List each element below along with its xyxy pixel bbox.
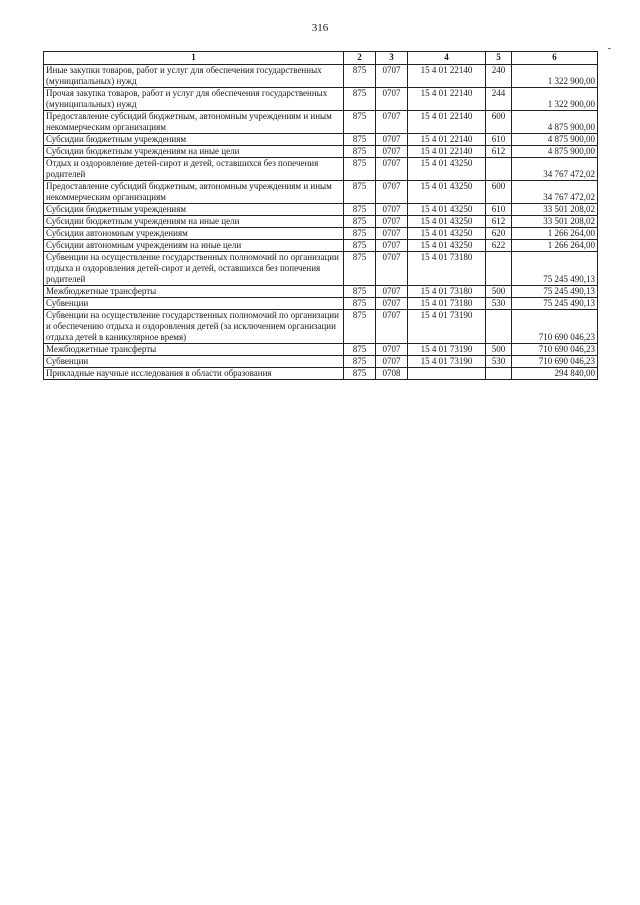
page-number: 316: [311, 22, 329, 34]
cell-target-article: 15 4 01 22140: [408, 111, 486, 134]
cell-section-code: 0707: [376, 298, 408, 310]
cell-target-article: 15 4 01 73180: [408, 286, 486, 298]
cell-amount: 33 501 208,02: [512, 216, 598, 228]
cell-expense-type: 612: [486, 146, 512, 158]
cell-section-code: 0707: [376, 216, 408, 228]
table-row: [44, 204, 598, 216]
table-row: [44, 298, 598, 310]
cell-target-article: 15 4 01 43250: [408, 158, 486, 181]
table-row: [44, 356, 598, 368]
cell-target-article: 15 4 01 22140: [408, 134, 486, 146]
cell-expense-type: 240: [486, 65, 512, 88]
cell-ministry-code: 875: [344, 228, 376, 240]
scan-mark: [608, 48, 611, 49]
cell-target-article: 15 4 01 43250: [408, 240, 486, 252]
cell-section-code: 0707: [376, 158, 408, 181]
cell-target-article: 15 4 01 73190: [408, 310, 486, 344]
cell-target-article: 15 4 01 43250: [408, 181, 486, 204]
cell-description: Субсидии бюджетным учреждениям на иные цели: [44, 216, 344, 228]
cell-expense-type: [486, 368, 512, 380]
cell-expense-type: 610: [486, 204, 512, 216]
cell-amount: 1 322 900,00: [512, 65, 598, 88]
cell-description: Прочая закупка товаров, работ и услуг для обеспечения государственных (муниципальных) нужд: [44, 88, 344, 111]
cell-ministry-code: 875: [344, 286, 376, 298]
cell-description: Субвенции на осуществление государственных полномочий по организации отдыха и оздоровления детей-сирот и детей, оставшихся без попечения родителей: [44, 252, 344, 286]
cell-section-code: 0707: [376, 286, 408, 298]
table-row: [44, 88, 598, 111]
cell-section-code: 0707: [376, 65, 408, 88]
cell-section-code: 0707: [376, 134, 408, 146]
cell-amount: 710 690 046,23: [512, 310, 598, 344]
cell-ministry-code: 875: [344, 181, 376, 204]
cell-description: Субвенции на осуществление государственных полномочий по организации и обеспечению отдыха и оздоровления детей (за исключением организации отдыха детей в каникулярное время): [44, 310, 344, 344]
cell-description: Субсидии автономным учреждениям на иные цели: [44, 240, 344, 252]
cell-section-code: 0708: [376, 368, 408, 380]
cell-ministry-code: 875: [344, 204, 376, 216]
cell-amount: 33 501 208,02: [512, 204, 598, 216]
cell-description: Предоставление субсидий бюджетным, автономным учреждениям и иным некоммерческим организациям: [44, 181, 344, 204]
table-row: [44, 368, 598, 380]
cell-target-article: [408, 368, 486, 380]
cell-amount: 4 875 900,00: [512, 146, 598, 158]
cell-ministry-code: 875: [344, 368, 376, 380]
header-col-1: 1: [44, 52, 344, 65]
table-row: [44, 158, 598, 181]
table-row: [44, 228, 598, 240]
cell-amount: 75 245 490,13: [512, 286, 598, 298]
cell-expense-type: 530: [486, 298, 512, 310]
cell-expense-type: 600: [486, 181, 512, 204]
cell-description: Субсидии автономным учреждениям: [44, 228, 344, 240]
cell-ministry-code: 875: [344, 252, 376, 286]
table-row: [44, 240, 598, 252]
cell-ministry-code: 875: [344, 356, 376, 368]
cell-description: Субсидии бюджетным учреждениям: [44, 134, 344, 146]
cell-section-code: 0707: [376, 204, 408, 216]
cell-amount: 1 266 264,00: [512, 228, 598, 240]
cell-ministry-code: 875: [344, 146, 376, 158]
cell-section-code: 0707: [376, 240, 408, 252]
cell-section-code: 0707: [376, 111, 408, 134]
cell-description: Межбюджетные трансферты: [44, 344, 344, 356]
table-row: [44, 310, 598, 344]
cell-ministry-code: 875: [344, 216, 376, 228]
header-col-4: 4: [408, 52, 486, 65]
cell-description: Субсидии бюджетным учреждениям на иные цели: [44, 146, 344, 158]
cell-amount: 294 840,00: [512, 368, 598, 380]
cell-section-code: 0707: [376, 228, 408, 240]
cell-section-code: 0707: [376, 356, 408, 368]
cell-description: Субвенции: [44, 298, 344, 310]
cell-expense-type: 530: [486, 356, 512, 368]
cell-amount: 710 690 046,23: [512, 356, 598, 368]
budget-table: [43, 51, 598, 380]
table-row: [44, 65, 598, 88]
cell-ministry-code: 875: [344, 134, 376, 146]
table-row: [44, 286, 598, 298]
table-row: [44, 134, 598, 146]
cell-description: Предоставление субсидий бюджетным, автономным учреждениям и иным некоммерческим организациям: [44, 111, 344, 134]
cell-amount: 4 875 900,00: [512, 134, 598, 146]
cell-target-article: 15 4 01 43250: [408, 216, 486, 228]
cell-section-code: 0707: [376, 344, 408, 356]
cell-expense-type: 244: [486, 88, 512, 111]
cell-description: Прикладные научные исследования в области образования: [44, 368, 344, 380]
table-row: [44, 181, 598, 204]
cell-section-code: 0707: [376, 252, 408, 286]
cell-expense-type: 500: [486, 286, 512, 298]
cell-ministry-code: 875: [344, 65, 376, 88]
cell-expense-type: 500: [486, 344, 512, 356]
cell-expense-type: 610: [486, 134, 512, 146]
cell-expense-type: [486, 310, 512, 344]
cell-target-article: 15 4 01 43250: [408, 228, 486, 240]
cell-target-article: 15 4 01 73190: [408, 344, 486, 356]
cell-amount: 75 245 490,13: [512, 252, 598, 286]
cell-section-code: 0707: [376, 146, 408, 158]
cell-ministry-code: 875: [344, 240, 376, 252]
cell-ministry-code: 875: [344, 310, 376, 344]
cell-section-code: 0707: [376, 181, 408, 204]
cell-amount: 1 266 264,00: [512, 240, 598, 252]
cell-ministry-code: 875: [344, 344, 376, 356]
cell-amount: 1 322 900,00: [512, 88, 598, 111]
cell-amount: 75 245 490,13: [512, 298, 598, 310]
cell-amount: 710 690 046,23: [512, 344, 598, 356]
table-row: [44, 252, 598, 286]
cell-target-article: 15 4 01 22140: [408, 88, 486, 111]
cell-description: Субсидии бюджетным учреждениям: [44, 204, 344, 216]
cell-expense-type: 612: [486, 216, 512, 228]
cell-description: Субвенции: [44, 356, 344, 368]
cell-expense-type: [486, 158, 512, 181]
cell-description: Межбюджетные трансферты: [44, 286, 344, 298]
table-body: [44, 65, 598, 380]
table-row: [44, 216, 598, 228]
cell-expense-type: 622: [486, 240, 512, 252]
table-row: [44, 344, 598, 356]
cell-section-code: 0707: [376, 310, 408, 344]
cell-target-article: 15 4 01 22140: [408, 146, 486, 158]
cell-description: Отдых и оздоровление детей-сирот и детей, оставшихся без попечения родителей: [44, 158, 344, 181]
cell-expense-type: 620: [486, 228, 512, 240]
cell-amount: 34 767 472,02: [512, 158, 598, 181]
cell-target-article: 15 4 01 73180: [408, 252, 486, 286]
cell-ministry-code: 875: [344, 298, 376, 310]
cell-description: Иные закупки товаров, работ и услуг для обеспечения государственных (муниципальных) нужд: [44, 65, 344, 88]
header-row: [44, 52, 598, 65]
cell-amount: 34 767 472,02: [512, 181, 598, 204]
cell-amount: 4 875 900,00: [512, 111, 598, 134]
cell-section-code: 0707: [376, 88, 408, 111]
cell-target-article: 15 4 01 22140: [408, 65, 486, 88]
table-row: [44, 111, 598, 134]
cell-expense-type: 600: [486, 111, 512, 134]
cell-ministry-code: 875: [344, 111, 376, 134]
cell-target-article: 15 4 01 73190: [408, 356, 486, 368]
cell-ministry-code: 875: [344, 88, 376, 111]
cell-expense-type: [486, 252, 512, 286]
header-col-2: 2: [344, 52, 376, 65]
cell-ministry-code: 875: [344, 158, 376, 181]
cell-target-article: 15 4 01 43250: [408, 204, 486, 216]
header-col-3: 3: [376, 52, 408, 65]
header-col-6: 6: [512, 52, 598, 65]
table-row: [44, 146, 598, 158]
cell-target-article: 15 4 01 73180: [408, 298, 486, 310]
header-col-5: 5: [486, 52, 512, 65]
